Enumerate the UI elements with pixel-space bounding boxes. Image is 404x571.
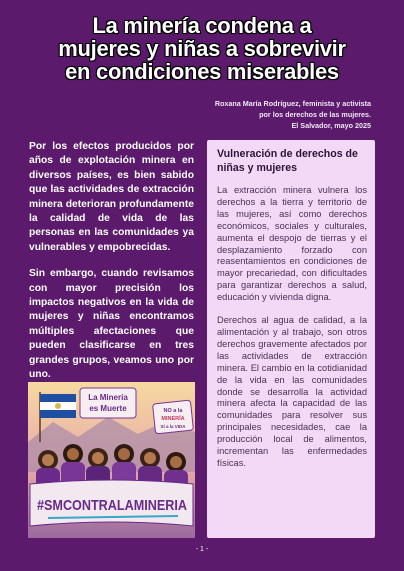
sign-mining-is-death [80,388,136,418]
title-line-3: en condiciones miserables [65,59,339,84]
sidebar-heading: Vulneración de derechos de niñas y mujeres [217,148,358,174]
rights-sidebar [207,140,375,538]
sign-no-mining [153,400,194,434]
sign-right-line-2: MINERÍA [161,416,185,422]
sign-right-line-1: NO a la [163,408,183,414]
page-title [20,14,384,83]
intro-paragraph-2: Sin embargo, cuando revisamos con mayor precisión los impactos negativos en la vida de mujeres y niñas encontramos múltiples afectaciones que pueden clasificarse en tres grandes grupos, veamos uno por uno. [29,268,194,381]
protest-banner [30,480,193,526]
page-number: - 1 - [195,546,209,553]
sidebar-body [217,185,367,481]
sign-right-line-3: Sí a la VIDA [160,424,186,429]
sidebar-paragraph-2: Derechos al agua de calidad, a la alimentación y al trabajo, son otros derechos gravemente afectados por las actividades de extracción minera. El cambio en la cotidianidad de la vida en las comunidades donde se desarrolla la actividad minera afecta la capacidad de las comunidades para resolver sus principales necesidades, cae la producción local de alimentos, incrementan las enfermedades físicas. [217,315,367,468]
banner-text: #SMCONTRALAMINERIA [37,497,188,514]
author-byline [111,98,371,131]
intro-paragraph-1: Por los efectos producidos por años de explotación minera en diversos países, es bien sabido que las actividades de extracción minera deterioran profundamente la calidad de vida de las personas en las comunidades ya vulnerables y empobrecidas. [29,141,194,253]
sign-left-line-2: es Muerte [89,404,127,413]
intro-column [29,140,194,395]
sidebar-paragraph-1: La extracción minera vulnera los derechos a la tierra y territorio de las mujeres, así como derechos económicos, sociales y culturales, aumenta el despojo de tierras y el desplazamiento forzado con reasentamientos en condiciones de mayor precariedad, con dificultades para garantizar derechos a salud, educación y vivienda digna. [217,185,367,303]
protest-illustration [28,382,195,538]
byline-line-3: El Salvador, mayo 2025 [291,121,371,130]
byline-line-1: Roxana María Rodríguez, feminista y activista [214,99,371,108]
title-line-2: mujeres y niñas a sobrevivir [58,36,346,61]
sign-left-line-1: La Minería [88,393,128,402]
title-line-1: La minería condena a [92,13,312,38]
byline-line-2: por los derechos de las mujeres. [259,110,371,119]
